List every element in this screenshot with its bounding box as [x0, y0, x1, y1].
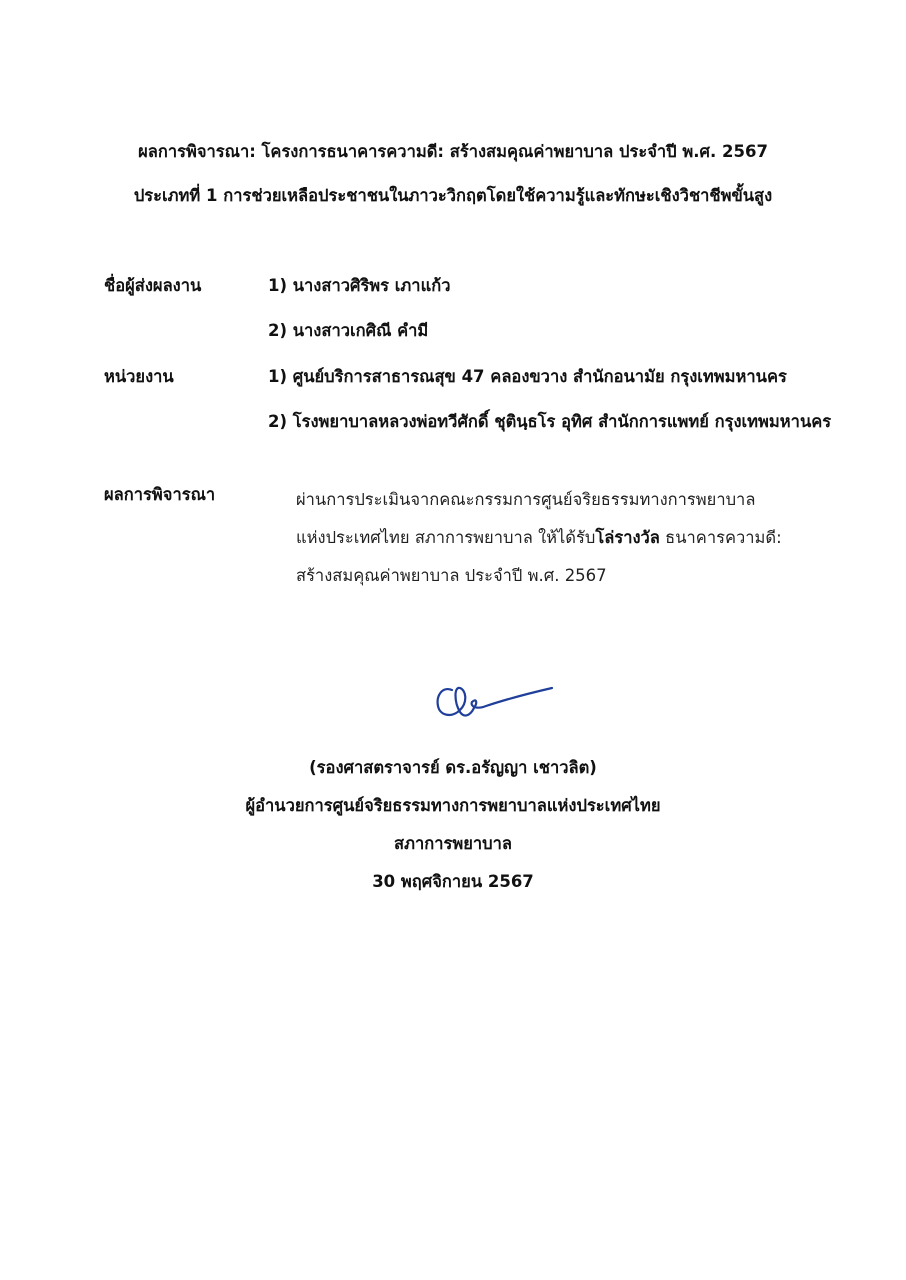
result-line-2-end: ธนาคารความดี:: [659, 528, 782, 547]
units-label: หน่วยงาน: [104, 367, 174, 386]
result-line-3: สร้างสมคุณค่าพยาบาล ประจำปี พ.ศ. 2567: [296, 566, 607, 585]
signature-stroke: [438, 688, 552, 716]
signature-mark: [430, 672, 560, 732]
result-line-2: [296, 519, 836, 557]
submitters-label: ชื่อผู้ส่งผลงาน: [104, 276, 202, 295]
result-label: ผลการพิจารณา: [104, 485, 216, 504]
submitter-1: 1) นางสาวศิริพร เภาแก้ว: [268, 276, 451, 295]
result-line-2-start: แห่งประเทศไทย สภาการพยาบาล ให้ได้รับ: [296, 528, 596, 547]
unit-2: 2) โรงพยาบาลหลวงพ่อทวีศักดิ์ ชุตินฺธโร อุทิศ สำนักการแพทย์ กรุงเทพมหานคร: [268, 412, 832, 431]
unit-1: 1) ศูนย์บริการสาธารณสุข 47 คลองขวาง สำนักอนามัย กรุงเทพมหานคร: [268, 367, 787, 386]
signed-date: 30 พฤศจิกายน 2567: [372, 872, 534, 891]
document-subtitle: ประเภทที่ 1 การช่วยเหลือประชาชนในภาวะวิกฤตโดยใช้ความรู้และทักษะเชิงวิชาชีพขั้นสูง: [133, 186, 773, 205]
signatory-position: ผู้อำนวยการศูนย์จริยธรรมทางการพยาบาลแห่งประเทศไทย: [245, 796, 661, 815]
signatory-organization: สภาการพยาบาล: [394, 834, 512, 853]
signatory-name: (รองศาสตราจารย์ ดร.อรัญญา เชาวลิต): [309, 758, 597, 777]
award-name: โล่รางวัล: [595, 528, 660, 547]
submitter-2: 2) นางสาวเกศิณี คำมี: [268, 321, 429, 340]
result-line-1: ผ่านการประเมินจากคณะกรรมการศูนย์จริยธรรมทางการพยาบาล: [296, 490, 756, 509]
result-text: [296, 481, 836, 595]
document-title: ผลการพิจารณา: โครงการธนาคารความดี: สร้างสมคุณค่าพยาบาล ประจำปี พ.ศ. 2567: [138, 142, 768, 161]
